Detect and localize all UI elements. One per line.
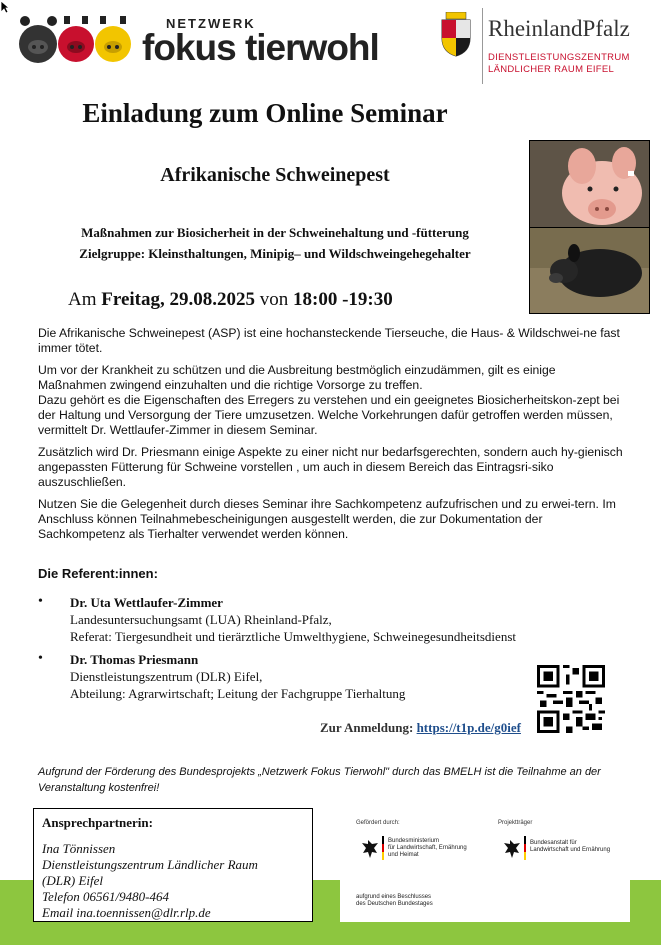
registration-label: Zur Anmeldung: <box>320 720 414 735</box>
measures-line: Maßnahmen zur Biosicherheit in der Schweinehaltung und -fütterung <box>81 225 469 240</box>
contact-name: Ina Tönnissen <box>42 841 116 856</box>
bullet-icon: • <box>38 651 43 666</box>
funding-logos <box>340 808 630 922</box>
paragraph-biosecurity: Dazu gehört es die Eigenschaften des Erregers zu verstehen und ein geeignetes Biosicherheitskon-zept bei der Haltung und Versorgung der Tiere umzusetzen. Welche Vorkehrungen dafür getroffen werden müssen, vermittelt Dr. Wettlaufer-Zimmer in diesem Seminar. <box>38 393 620 437</box>
agency-line1: Bundesanstalt für <box>530 840 577 846</box>
ministry-name <box>388 838 467 859</box>
agency-name <box>530 840 610 854</box>
bundestag-resolution <box>356 894 433 908</box>
funding-note: Aufgrund der Förderung des Bundesprojekts „Netzwerk Fokus Tierwohl" durch das BMELH ist die Teilnahme an der Veranstaltung kostenfrei! <box>38 766 601 794</box>
paragraph-protection: Um vor der Krankheit zu schützen und die Ausbreitung bestmöglich einzudämmen, gilt es einige Maßnahmen zwingend einzuhalten und die richtige Vorsorge zu treffen. <box>38 363 556 392</box>
qr-code-icon[interactable] <box>537 665 605 733</box>
page-title: Einladung zum Online Seminar <box>82 98 448 128</box>
paragraph-opportunity: Nutzen Sie die Gelegenheit durch dieses Seminar ihre Sachkompetenz aufzufrischen und zu erwei-tern. Im Anschluss können Teilnahmebescheinigungen ausgestellt werden, die zur Dokumentation der Sachkompetenz als Tierhalter verwendet werden können. <box>38 497 616 541</box>
referent-line: Referat: Tiergesundheit und tierärztliche Umwelthygiene, Schweinegesundheitsdienst <box>70 629 516 644</box>
seminar-date <box>68 289 393 311</box>
seminar-subtitle: Afrikanische Schweinepest <box>160 164 390 186</box>
coat-of-arms-icon <box>436 12 476 58</box>
referent-name: Dr. Thomas Priesmann <box>70 652 199 667</box>
paragraph-feeding: Zusätzlich wird Dr. Priesmann einige Aspekte zu einer nicht nur bedarfsgerechten, sondern auch hy-gienisch angepassten Fütterung für Schweine vorstellen , um auch in diesem Bereich das Eintragsri-siko auszuschließen. <box>38 445 623 489</box>
registration-link[interactable]: https://t1p.de/g0ief <box>416 720 521 735</box>
date-day: Freitag, 29.08.2025 <box>101 289 255 310</box>
rlp-title: RheinlandPfalz <box>488 16 630 41</box>
pig-faces-icon <box>16 14 141 66</box>
logo-big-text: fokus tierwohl <box>142 27 379 68</box>
rheinland-pfalz-logo <box>436 8 646 84</box>
seminar-description <box>38 326 626 549</box>
contact-email[interactable]: Email ina.toennissen@dlr.rlp.de <box>42 905 211 920</box>
referent-name: Dr. Uta Wettlaufer-Zimmer <box>70 595 223 610</box>
pig-photos <box>529 140 650 314</box>
bullet-icon: • <box>38 594 43 609</box>
referent-1 <box>70 594 516 645</box>
funded-by-label: Gefördert durch: <box>356 820 400 826</box>
logo-small-text: NETZWERK <box>166 16 256 31</box>
flag-stripe <box>382 836 384 860</box>
project-carrier-label: Projektträger <box>498 820 533 826</box>
seminar-topic <box>0 222 550 264</box>
resolution-line1: aufgrund eines Beschlusses <box>356 894 432 900</box>
netzwerk-fokus-tierwohl-logo <box>16 14 411 66</box>
pig-photo-image <box>530 141 649 313</box>
federal-eagle-icon <box>498 838 522 862</box>
mouse-cursor-icon <box>0 0 10 14</box>
date-time: 18:00 -19:30 <box>293 289 393 310</box>
federal-eagle-icon <box>356 838 380 862</box>
ministry-line3: und Heimat <box>388 852 419 858</box>
logo-divider <box>482 8 483 84</box>
ministry-line2: für Landwirtschaft, Ernährung <box>388 845 467 851</box>
contact-box <box>33 808 313 922</box>
paragraph-asp: Die Afrikanische Schweinepest (ASP) ist eine hochansteckende Tierseuche, die Haus- & Wildschwei-ne fast immer tötet. <box>38 326 620 355</box>
contact-org2: (DLR) Eifel <box>42 873 104 888</box>
referent-2 <box>70 651 405 702</box>
referent-line: Landesuntersuchungsamt (LUA) Rheinland-Pfalz, <box>70 612 332 627</box>
resolution-line2: des Deutschen Bundestages <box>356 901 433 907</box>
audience-line: Zielgruppe: Kleinsthaltungen, Minipig– und Wildschweingehegehalter <box>79 246 471 261</box>
rlp-sub-line2: LÄNDLICHER RAUM EIFEL <box>488 64 615 75</box>
contact-title: Ansprechpartnerin: <box>42 815 153 830</box>
rlp-subtitle <box>488 52 630 76</box>
contact-phone: Telefon 06561/9480-464 <box>42 889 169 904</box>
registration-line <box>320 720 521 736</box>
flag-stripe <box>524 836 526 860</box>
referents-title: Die Referent:innen: <box>38 566 158 581</box>
contact-org: Dienstleistungszentrum Ländlicher Raum <box>42 857 258 872</box>
rlp-sub-line1: DIENSTLEISTUNGSZENTRUM <box>488 52 630 63</box>
referent-line: Dienstleistungszentrum (DLR) Eifel, <box>70 669 263 684</box>
referent-line: Abteilung: Agrarwirtschaft; Leitung der Fachgruppe Tierhaltung <box>70 686 406 701</box>
agency-line2: Landwirtschaft und Ernährung <box>530 847 611 853</box>
date-prefix: Am <box>68 289 97 310</box>
date-mid: von <box>259 289 289 310</box>
ministry-line1: Bundesministerium <box>388 838 440 844</box>
